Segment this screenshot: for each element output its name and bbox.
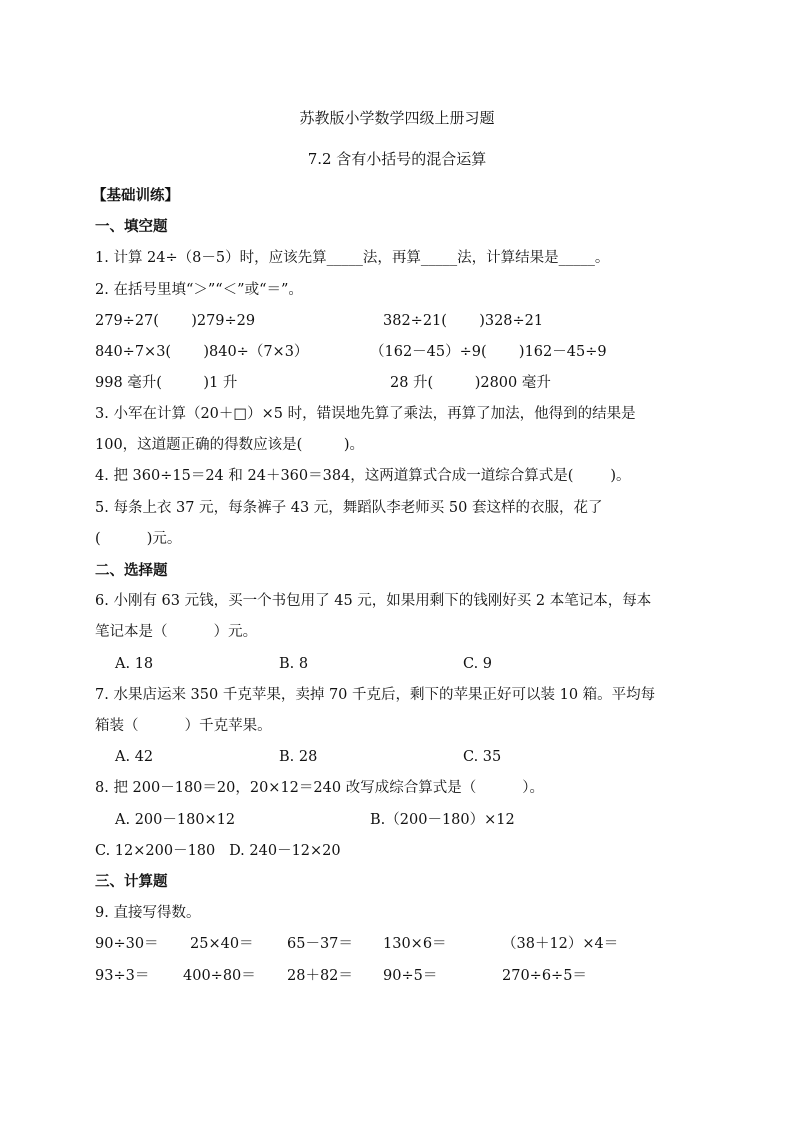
question-4: 4. 把 360÷15＝24 和 24＋360＝384，这两道算式合成一道综合算式是( )。 bbox=[95, 468, 631, 484]
part1-heading: 一、填空题 bbox=[95, 218, 168, 235]
q8-option-a: A. 200－180×12 bbox=[115, 812, 236, 828]
question-7-line-1: 7. 水果店运来 350 千克苹果，卖掉 70 千克后，剩下的苹果正好可以装 10 箱。平均每 bbox=[95, 687, 656, 703]
q2-item-1: 279÷27( )279÷29 bbox=[95, 313, 256, 329]
calc-8: 28＋82＝ bbox=[287, 968, 353, 984]
q2-item-5: 998 毫升( )1 升 bbox=[95, 375, 238, 391]
calc-2: 25×40＝ bbox=[190, 936, 254, 952]
calc-5: （38＋12）×4＝ bbox=[502, 936, 619, 952]
page-subtitle: 7.2 含有小括号的混合运算 bbox=[307, 150, 487, 168]
calc-7: 400÷80＝ bbox=[183, 968, 256, 984]
question-6-line-2: 笔记本是（ ）元。 bbox=[95, 624, 258, 640]
q8-option-b: B.（200－180）×12 bbox=[370, 812, 515, 828]
part3-heading: 三、计算题 bbox=[95, 873, 168, 890]
question-5-line-2: ( )元。 bbox=[95, 531, 182, 547]
q2-item-6: 28 升( )2800 毫升 bbox=[390, 375, 551, 391]
section-basic-training: 【基础训练】 bbox=[92, 187, 179, 204]
question-3-line-1: 3. 小军在计算（20＋□）×5 时，错误地先算了乘法，再算了加法，他得到的结果是 bbox=[95, 406, 636, 422]
question-7-line-2: 箱装（ ）千克苹果。 bbox=[95, 718, 272, 734]
page-title: 苏教版小学数学四级上册习题 bbox=[299, 109, 495, 127]
question-5-line-1: 5. 每条上衣 37 元，每条裤子 43 元，舞蹈队李老师买 50 套这样的衣服，花了 bbox=[95, 500, 603, 516]
question-8: 8. 把 200－180＝20，20×12＝240 改写成综合算式是（ ）。 bbox=[95, 780, 545, 796]
q7-option-c: C. 35 bbox=[463, 749, 502, 765]
question-2: 2. 在括号里填“＞”“＜”或“＝”。 bbox=[95, 282, 303, 298]
q6-option-c: C. 9 bbox=[463, 656, 493, 672]
question-3-line-2: 100，这道题正确的得数应该是( )。 bbox=[95, 437, 364, 453]
q7-option-a: A. 42 bbox=[115, 749, 154, 765]
question-9: 9. 直接写得数。 bbox=[95, 905, 201, 921]
calc-10: 270÷6÷5＝ bbox=[502, 968, 587, 984]
calc-4: 130×6＝ bbox=[383, 936, 447, 952]
part2-heading: 二、选择题 bbox=[95, 562, 168, 579]
calc-9: 90÷5＝ bbox=[383, 968, 438, 984]
q6-option-b: B. 8 bbox=[279, 656, 309, 672]
calc-6: 93÷3＝ bbox=[95, 968, 150, 984]
calc-3: 65－37＝ bbox=[287, 936, 353, 952]
q2-item-2: 382÷21( )328÷21 bbox=[383, 313, 544, 329]
calc-1: 90÷30＝ bbox=[95, 936, 159, 952]
q6-option-a: A. 18 bbox=[115, 656, 154, 672]
q7-option-b: B. 28 bbox=[279, 749, 318, 765]
q2-item-3: 840÷7×3( )840÷（7×3） bbox=[95, 344, 309, 360]
q2-item-4: （162－45）÷9( )162－45÷9 bbox=[370, 344, 607, 360]
q8-options-c-d: C. 12×200－180 D. 240－12×20 bbox=[95, 843, 341, 859]
question-1: 1. 计算 24÷（8－5）时，应该先算_____法，再算_____法，计算结果是_____。 bbox=[95, 250, 610, 266]
question-6-line-1: 6. 小刚有 63 元钱，买一个书包用了 45 元，如果用剩下的钱刚好买 2 本笔记本，每本 bbox=[95, 593, 652, 609]
